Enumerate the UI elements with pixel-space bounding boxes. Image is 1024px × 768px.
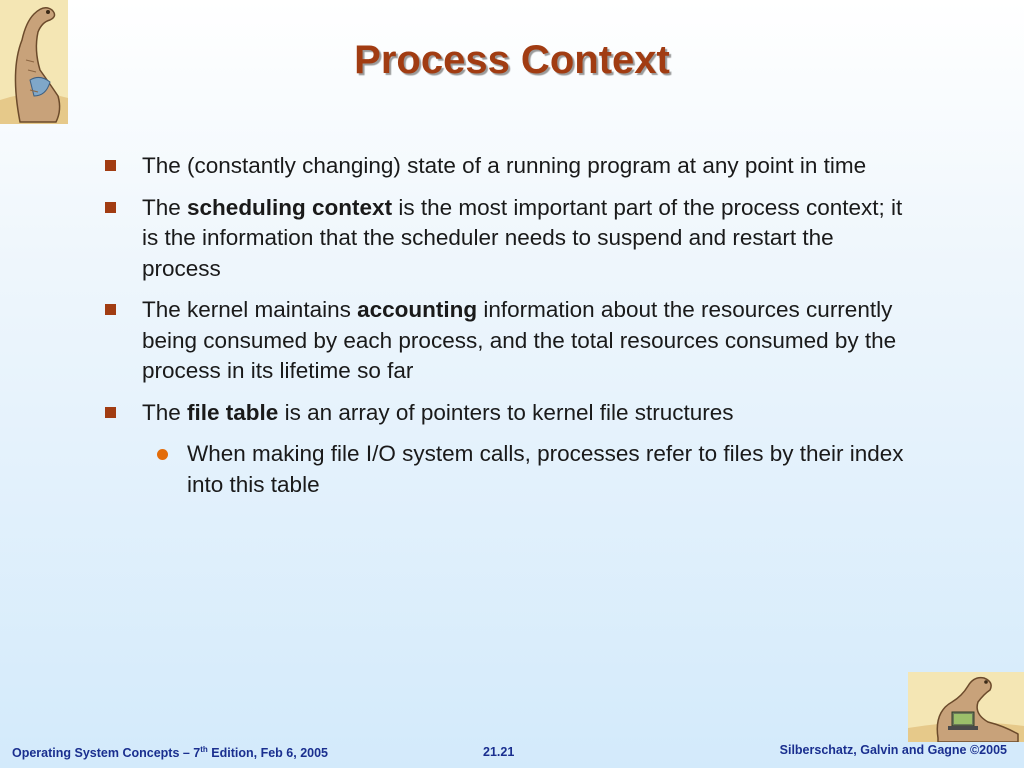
square-bullet-icon <box>105 407 116 418</box>
sub-bullet-text: When making file I/O system calls, processes refer to files by their index into this table <box>187 441 904 497</box>
footer-book-title <box>12 745 328 760</box>
footer-title-prefix: Operating System Concepts – 7 <box>12 746 201 761</box>
footer-title-sup: th <box>200 745 208 754</box>
sub-bullet-item <box>149 439 914 500</box>
square-bullet-icon <box>105 304 116 315</box>
slide-title: Process Context <box>354 38 670 82</box>
bullet-term: scheduling context <box>187 194 393 220</box>
bullet-text-post: is the most important part of the process context; it is the information that the scheduler needs to suspend and restart the process <box>142 194 903 281</box>
round-bullet-icon <box>157 449 168 460</box>
bullet-item <box>104 398 914 501</box>
bullet-text-pre: The <box>142 194 188 220</box>
footer-slide-number: 21.21 <box>483 745 515 759</box>
bullet-text: The (constantly changing) state of a running program at any point in time <box>142 153 867 178</box>
footer-authors: Silberschatz, Galvin and Gagne ©2005 <box>779 743 1007 757</box>
bullet-text-pre: The kernel maintains <box>142 297 358 322</box>
footer-title-suffix: Edition, Feb 6, 2005 <box>207 746 329 761</box>
bullet-term: file table <box>187 399 279 425</box>
dinosaur-laptop-icon <box>908 672 1024 742</box>
bullet-term: accounting <box>357 297 478 322</box>
bullet-item <box>104 151 914 182</box>
square-bullet-icon <box>105 160 116 171</box>
bullet-text-post: information about the resources currently being consumed by each process, and the total resources consumed by the process in its lifetime so far <box>142 297 897 383</box>
bullet-item <box>104 295 914 387</box>
bullet-text-pre: The <box>142 399 188 425</box>
square-bullet-icon <box>105 202 116 213</box>
bullet-list <box>104 151 914 511</box>
bullet-item <box>104 193 914 285</box>
bullet-text-post: is an array of pointers to kernel file structures <box>278 399 734 425</box>
